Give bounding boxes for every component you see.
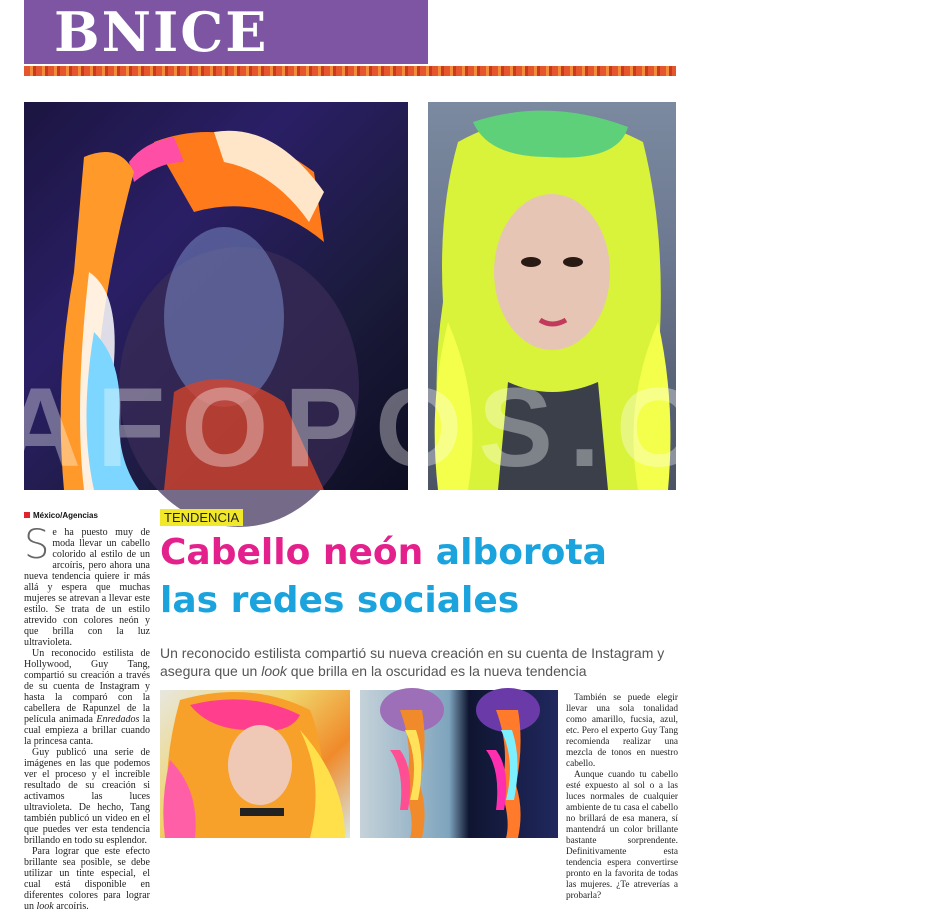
headline-part-3: las redes sociales [160, 580, 520, 621]
photo-braids [360, 690, 558, 838]
body-column-right [566, 693, 678, 902]
section-title: BNICE [54, 0, 269, 64]
photo-rainbow-hair [160, 690, 350, 838]
article-credit [24, 511, 98, 520]
paragraph-5: También se puede elegir llevar una sola tonalidad como amarillo, fucsia, azul, etc. Pero el experto Guy Tang recomienda realizar una mezcla de tonos en nuestro cabello. [566, 693, 678, 769]
body-column-left [24, 522, 151, 912]
paragraph-2-italic: Enredados [96, 714, 140, 725]
paragraph-1 [24, 522, 150, 648]
drop-cap: S [24, 522, 50, 568]
deck-text-b: que brilla en la oscuridad es la nueva tendencia [286, 663, 587, 679]
paragraph-4-text-b: arcoíris. [53, 901, 89, 912]
headline-part-1: Cabello neón [160, 532, 436, 573]
section-bar [24, 0, 428, 64]
paragraph-4-text-a: Para lograr que este efecto brillante sea posible, se debe utilizar un tinte especial, el cual está disponible en diferentes colores para lograr un [24, 846, 150, 912]
headline-part-2: alborota [435, 532, 607, 573]
paragraph-3 [24, 747, 150, 846]
deck-italic: look [261, 663, 287, 679]
paragraph-2-text-a: Un reconocido estilista de Hollywood, Guy Tang, compartió su creación a través de su cuenta de Instagram y hasta la comparó con la cabellera de Rapunzel de la película animada [24, 648, 150, 725]
paragraph-2-text-b: la cual empieza a brillar cuando la princesa canta. [24, 714, 151, 747]
photo-braids-art [360, 690, 558, 838]
paragraph-2 [24, 648, 150, 747]
photo-rainbow-hair-art [160, 690, 350, 838]
credit-text: México/Agencias [33, 511, 98, 520]
paragraph-1-text: e ha puesto muy de moda llevar un cabello colorido al estilo de un arcoíris, pero ahora una nueva tendencia quiere ir más allá y espera que muchas mujeres se atrevan a llevar este estilo. Se trata de un estilo atrevido con colores neón y que brilla con la luz ultravioleta. [24, 527, 150, 648]
paragraph-4 [24, 846, 150, 912]
deck-subtitle [160, 644, 676, 680]
watermark: AFOPOS.COM [0, 365, 925, 490]
paragraph-4-italic: look [36, 901, 54, 912]
deck-text-a: Un reconocido estilista compartió su nueva creación en su cuenta de Instagram y asegura que un [160, 645, 665, 679]
credit-marker [24, 512, 30, 518]
paragraph-3-text: Guy publicó una serie de imágenes en las que podemos ver el proceso y el increíble resultado de su creación si activamos las luces ultravioleta. De hecho, Tang también publicó un video en el que puedes ver esta tendencia brillando en todo su esplendor. [24, 747, 150, 846]
decorative-band [24, 66, 676, 76]
masthead [0, 0, 700, 80]
headline [160, 529, 680, 625]
paragraph-6: Aunque cuando tu cabello esté expuesto al sol o a las luces normales de cualquier ambiente de tu casa el cabello no brillará de esa manera, sí mantendrá un color brillante bastante sorprendente. Definitivamente esta tendencia espera convertirse pronto en la favorita de todas las mujeres. ¿Te atreverías a probarla? [566, 770, 678, 901]
kicker-label: TENDENCIA [160, 509, 243, 526]
